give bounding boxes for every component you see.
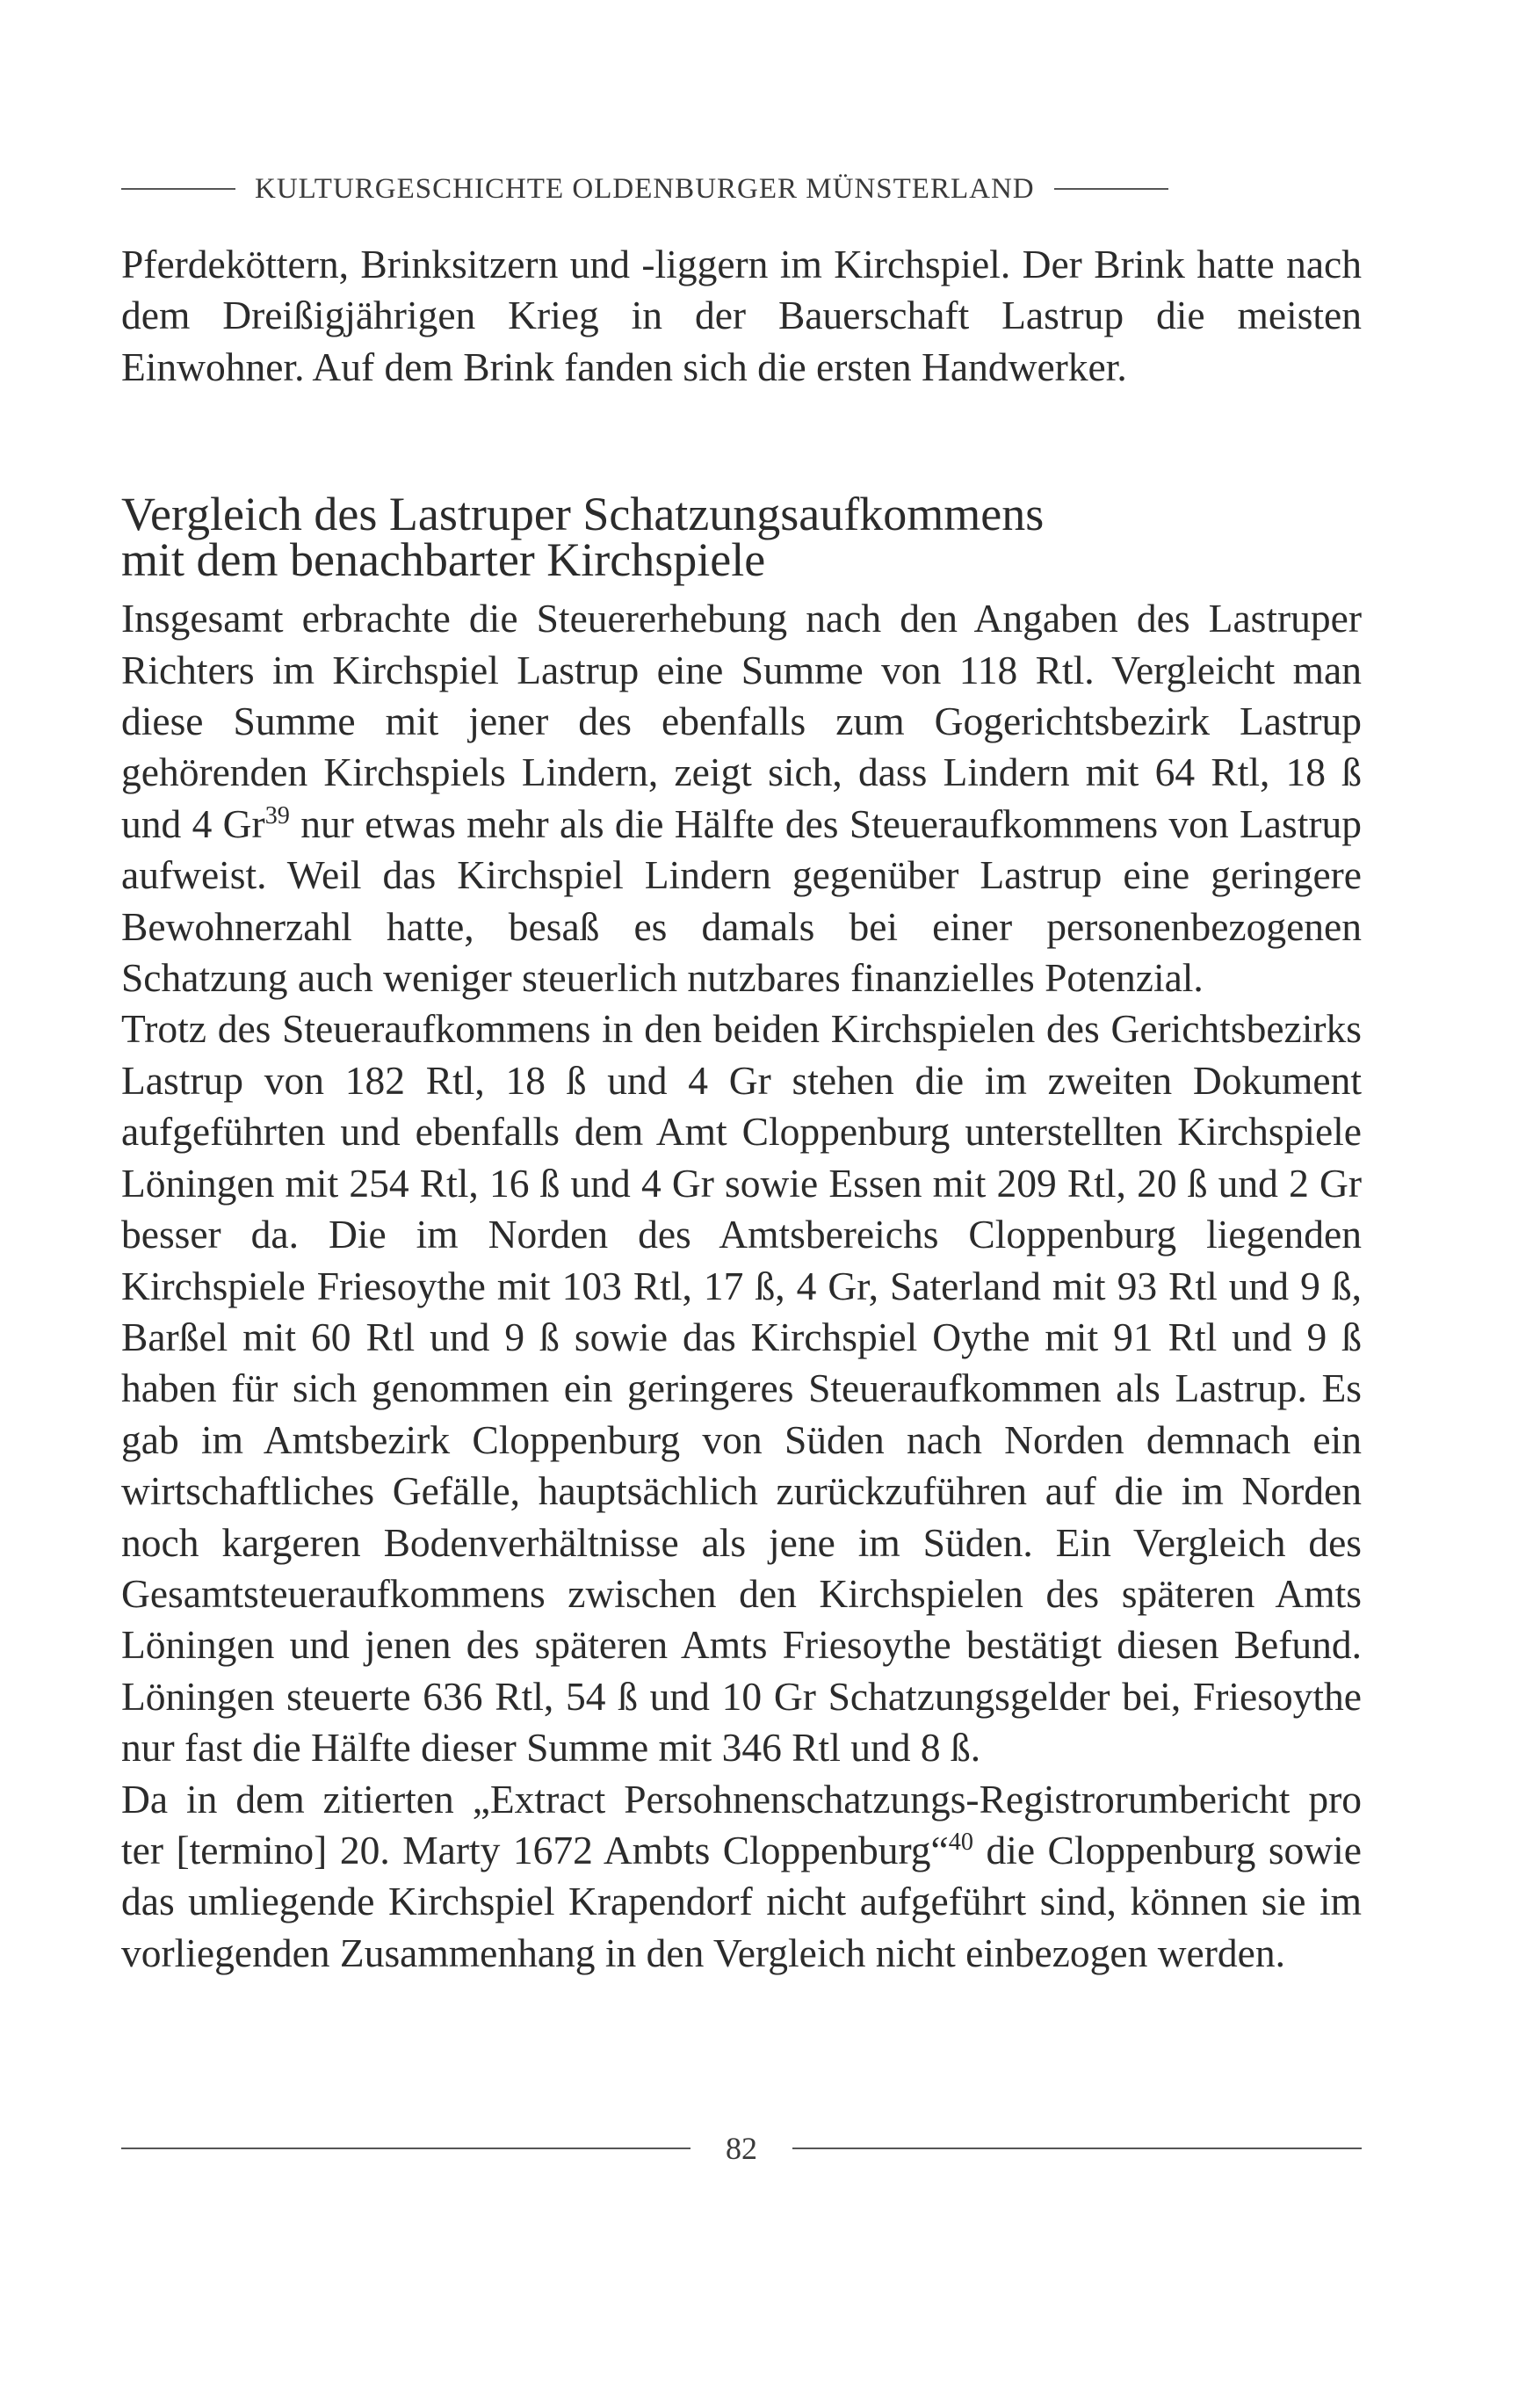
intro-paragraph: Pferdeköttern, Brinksitzern und -liggern im Kirchspiel. Der Brink hatte nach dem Dreißigjährigen Krieg in der Bauerschaft Lastrup die meisten Einwohner. Auf dem Brink fanden sich die ersten Handwerker.	[121, 242, 1362, 389]
section-heading-line-2: mit dem benachbarter Kirchspiele	[121, 533, 766, 587]
header-rule-right	[1054, 188, 1168, 190]
paragraph-1-text-b: nur etwas mehr als die Hälfte des Steueraufkommens von Lastrup aufweist. Weil das Kirchspiel Lindern gegenüber Lastrup eine geringere Bewohnerzahl hatte, besaß es damals bei einer personenbezogenen Schatzung auch weniger steuerlich nutzbares finanzielles Potenzial.	[121, 800, 1363, 1001]
running-header	[121, 170, 1334, 208]
page-footer	[121, 2128, 1362, 2169]
footer-rule-right	[792, 2148, 1362, 2149]
section-heading	[121, 488, 1362, 587]
section-paragraph-1	[121, 593, 1362, 1003]
page-number: 82	[726, 2131, 757, 2166]
footnote-marker-39: 39	[264, 801, 290, 829]
running-header-title: KULTURGESCHICHTE OLDENBURGER MÜNSTERLAND	[255, 172, 1035, 205]
header-rule-left	[121, 188, 235, 190]
section-paragraph-3	[121, 1774, 1362, 1980]
footnote-marker-40: 40	[948, 1828, 973, 1856]
footer-rule-left	[121, 2148, 690, 2149]
paragraph-1-text-a: Insgesamt erbrachte die Steuererhebung nach den Angaben des Lastruper Richters im Kirchspiel Lastrup eine Summe von 118 Rtl. Vergleicht man diese Summe mit jener des ebenfalls zum Gogerichtsbezirk Lastrup gehörenden Kirchspiels Lindern, zeigt sich, dass Lindern mit 64 Rtl, 18 ß und 4 Gr	[121, 596, 1362, 846]
page-body	[121, 239, 1362, 1979]
paragraph-3-text-b: die Cloppenburg sowie das umliegende Kirchspiel Krapendorf nicht aufgeführt sind, können sie im vorliegenden Zusammenhang in den Vergleich nicht einbezogen werden.	[121, 1827, 1362, 1975]
section-heading-line-1: Vergleich des Lastruper Schatzungsaufkommens	[121, 488, 1045, 541]
section-paragraph-2: Trotz des Steueraufkommens in den beiden Kirchspielen des Gerichtsbezirks Lastrup von 182 Rtl, 18 ß und 4 Gr stehen die im zweiten Dokument aufgeführten und ebenfalls dem Amt Cloppenburg unterstellten Kirchspiele Löningen mit 254 Rtl, 16 ß und 4 Gr sowie Essen mit 209 Rtl, 20 ß und 2 Gr besser da. Die im Norden des Amtsbereichs Cloppenburg liegenden Kirchspiele Friesoythe mit 103 Rtl, 17 ß, 4 Gr, Saterland mit 93 Rtl und 9 ß, Barßel mit 60 Rtl und 9 ß sowie das Kirchspiel Oythe mit 91 Rtl und 9 ß haben für sich genommen ein geringeres Steueraufkommen als Lastrup. Es gab im Amtsbezirk Cloppenburg von Süden nach Norden demnach ein wirtschaftliches Gefälle, hauptsächlich zurückzuführen auf die im Norden noch kargeren Bodenverhältnisse als jene im Süden. Ein Vergleich des Gesamtsteueraufkommens zwischen den Kirchspielen des späteren Amts Löningen und jenen des späteren Amts Friesoythe bestätigt diesen Befund. Löningen steuerte 636 Rtl, 54 ß und 10 Gr Schatzungsgelder bei, Friesoythe nur fast die Hälfte dieser Summe mit 346 Rtl und 8 ß.	[121, 1006, 1362, 1771]
paragraph-3-text-a: Da in dem zitierten „Extract Persohnenschatzungs-Registrorumbericht pro ter [termino] 20. Marty 1672 Ambts Cloppenburg“	[121, 1776, 1362, 1872]
